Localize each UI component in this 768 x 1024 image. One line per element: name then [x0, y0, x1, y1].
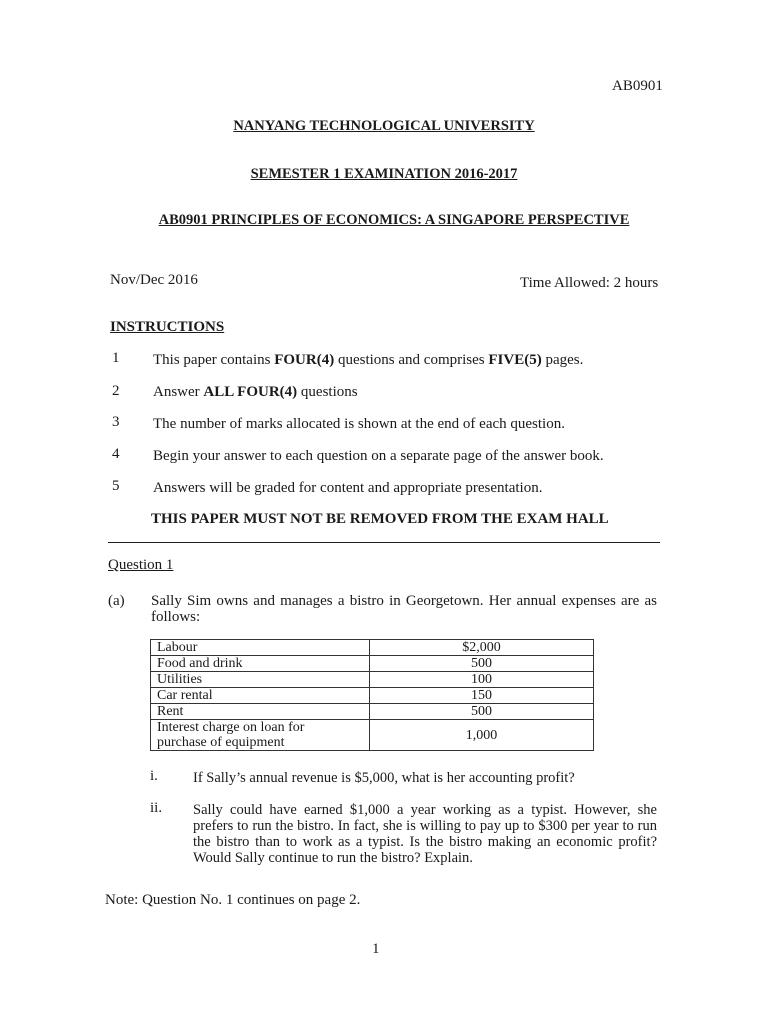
table-row [151, 640, 594, 656]
instruction-number: 1 [112, 350, 120, 366]
exam-date: Nov/Dec 2016 [110, 272, 198, 288]
table-row [151, 688, 594, 704]
expense-value: 500 [370, 704, 594, 720]
course-title: AB0901 PRINCIPLES OF ECONOMICS: A SINGAPORE PERSPECTIVE [158, 212, 630, 228]
expenses-table [150, 639, 594, 751]
instruction-number: 2 [112, 383, 120, 399]
divider-line [108, 542, 660, 543]
expense-value: 500 [370, 656, 594, 672]
instruction-item: This paper contains FOUR(4) questions and comprises FIVE(5) pages. [153, 352, 584, 368]
table-row [151, 720, 594, 751]
expense-item: Car rental [151, 688, 370, 704]
subpart-text: Sally could have earned $1,000 a year working as a typist. However, she prefers to run the bistro. In fact, she is willing to pay up to $300 per year to run the bistro than to work as a typist. Is the bistro making an economic profit? Would Sally continue to run the bistro? Explain. [193, 802, 657, 866]
part-text: Sally Sim owns and manages a bistro in Georgetown. Her annual expenses are as follows: [151, 593, 657, 625]
instruction-item: Begin your answer to each question on a separate page of the answer book. [153, 448, 604, 464]
expense-value: 1,000 [370, 720, 594, 751]
expense-value: $2,000 [370, 640, 594, 656]
university-name: NANYANG TECHNOLOGICAL UNIVERSITY [233, 118, 535, 134]
table-row [151, 704, 594, 720]
part-label: (a) [108, 593, 125, 609]
instruction-number: 4 [112, 446, 120, 462]
page-number: 1 [372, 941, 380, 957]
semester-title: SEMESTER 1 EXAMINATION 2016-2017 [250, 166, 518, 182]
expense-value: 150 [370, 688, 594, 704]
expense-item: Labour [151, 640, 370, 656]
expense-item: Food and drink [151, 656, 370, 672]
question-heading: Question 1 [108, 557, 174, 573]
subpart-label: i. [150, 768, 158, 784]
course-code: AB0901 [612, 78, 663, 94]
subpart-text: If Sally’s annual revenue is $5,000, what is her accounting profit? [193, 770, 575, 786]
subpart-label: ii. [150, 800, 163, 816]
continuation-note: Note: Question No. 1 continues on page 2. [105, 892, 361, 908]
expense-item: Interest charge on loan for purchase of equipment [151, 720, 370, 751]
instruction-number: 3 [112, 414, 120, 430]
instruction-number: 5 [112, 478, 120, 494]
instruction-item: Answer ALL FOUR(4) questions [153, 384, 358, 400]
instructions-heading: INSTRUCTIONS [110, 319, 225, 335]
expense-value: 100 [370, 672, 594, 688]
instruction-item: The number of marks allocated is shown at the end of each question. [153, 416, 565, 432]
table-row [151, 656, 594, 672]
exam-hall-warning: THIS PAPER MUST NOT BE REMOVED FROM THE EXAM HALL [151, 511, 609, 527]
table-row [151, 672, 594, 688]
time-allowed: Time Allowed: 2 hours [520, 275, 659, 291]
expense-item: Rent [151, 704, 370, 720]
instruction-item: Answers will be graded for content and appropriate presentation. [153, 480, 543, 496]
expense-item: Utilities [151, 672, 370, 688]
